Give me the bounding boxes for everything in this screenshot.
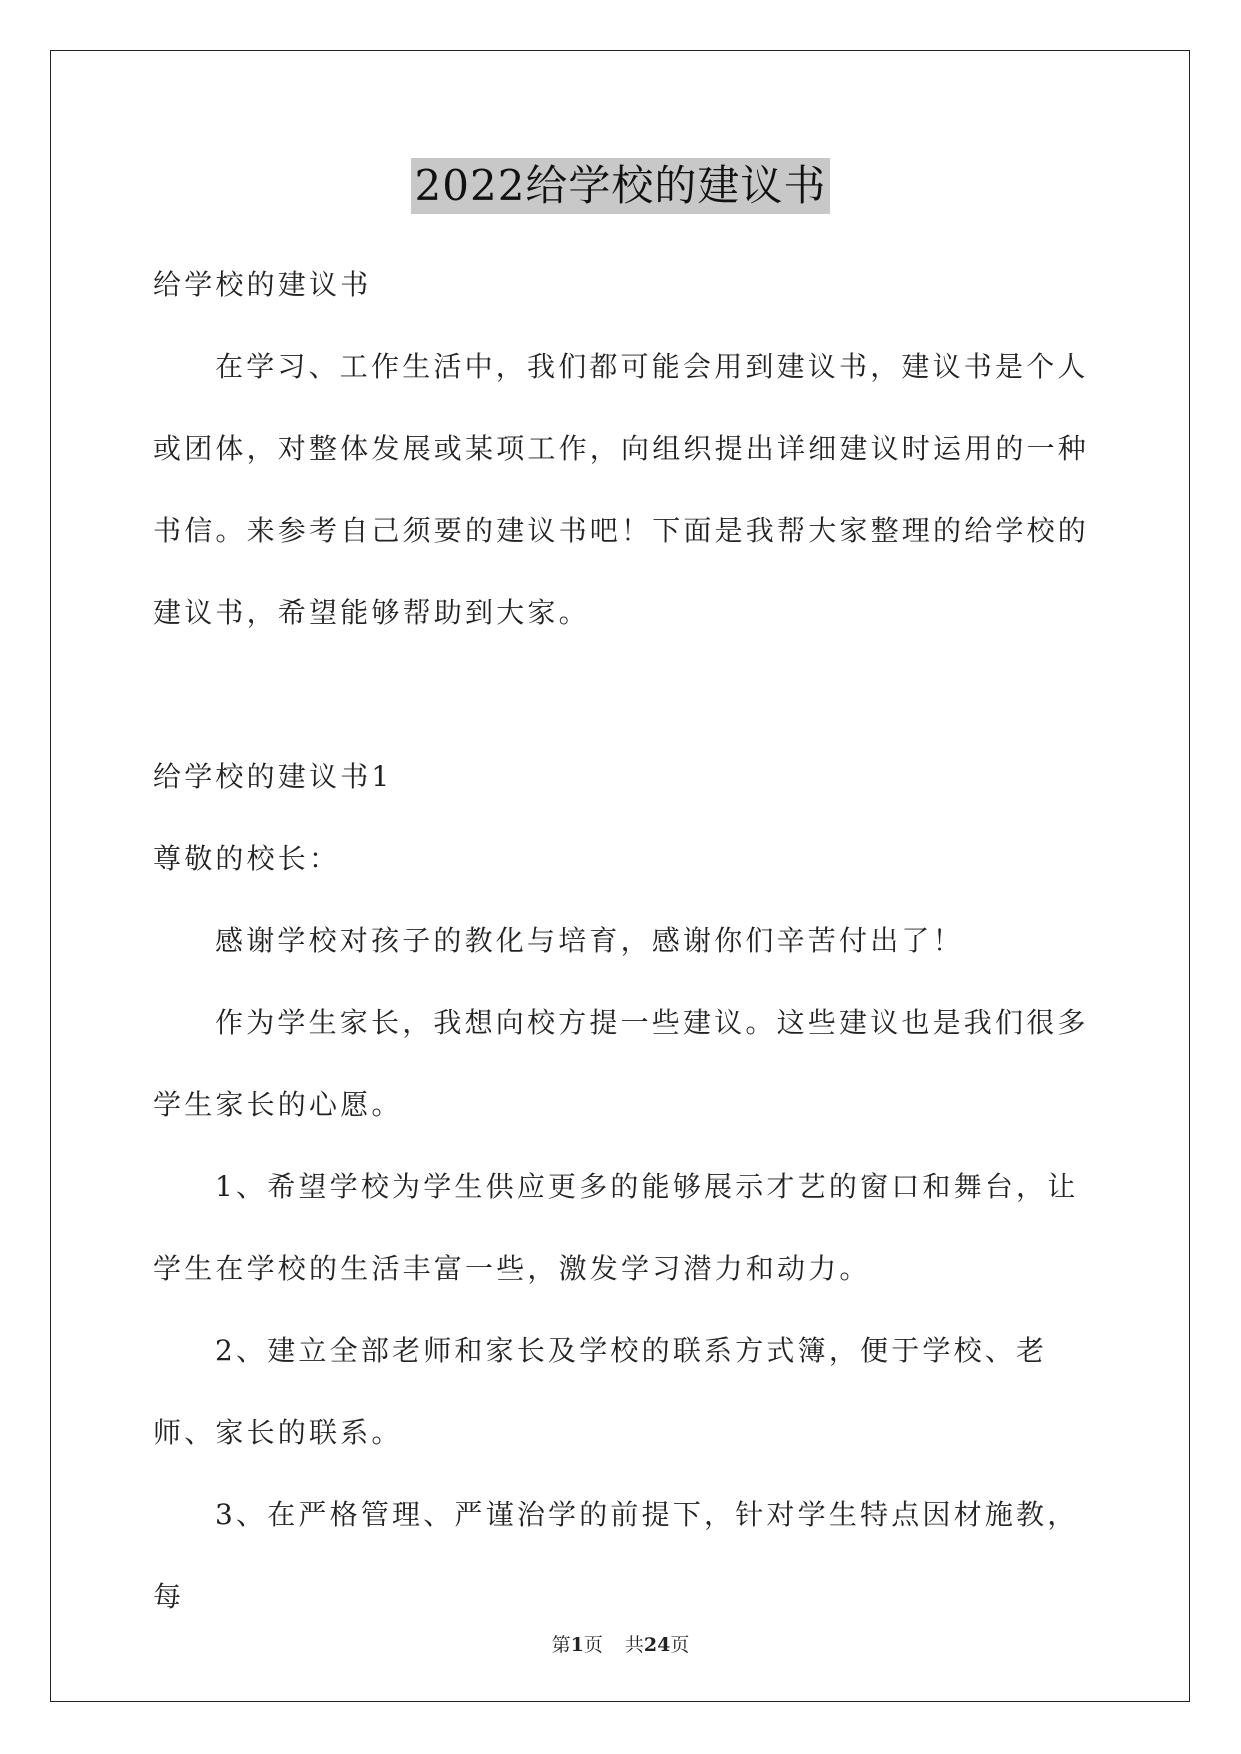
paragraph-gap xyxy=(153,654,1093,736)
letter-heading: 给学校的建议书1 xyxy=(153,760,393,793)
document-title: 2022给学校的建议书 xyxy=(411,158,831,214)
page-prefix: 第 xyxy=(551,1634,571,1656)
intro-paragraph: 在学习、工作生活中，我们都可能会用到建议书，建议书是个人或团体，对整体发展或某项工作，向组织提出详细建议时运用的一种书信。来参考自己须要的建议书吧！下面是我帮大家整理的给学校的建议书，希望能够帮助到大家。 xyxy=(153,350,1090,629)
total-prefix: 共 xyxy=(624,1634,644,1656)
suggestion-3: 3、在严格管理、严谨治学的前提下，针对学生特点因材施教，每 xyxy=(153,1498,1079,1613)
suggestion-2: 2、建立全部老师和家长及学校的联系方式簿，便于学校、老师、家长的联系。 xyxy=(153,1334,1048,1449)
title-container xyxy=(0,158,1241,214)
page-footer xyxy=(0,1630,1241,1657)
suggestion-1: 1、希望学校为学生供应更多的能够展示才艺的窗口和舞台，让学生在学校的生活丰富一些，激发学习潜力和动力。 xyxy=(153,1170,1079,1285)
salutation: 尊敬的校长： xyxy=(153,842,341,875)
section-heading: 给学校的建议书 xyxy=(153,268,372,301)
page-number: 1 xyxy=(570,1634,584,1656)
total-suffix: 页 xyxy=(670,1634,690,1656)
thanks-paragraph: 感谢学校对孩子的教化与培育，感谢你们辛苦付出了！ xyxy=(215,924,964,957)
page-suffix: 页 xyxy=(583,1634,603,1656)
document-body xyxy=(153,244,1093,1638)
total-pages: 24 xyxy=(643,1634,671,1656)
purpose-paragraph: 作为学生家长，我想向校方提一些建议。这些建议也是我们很多学生家长的心愿。 xyxy=(153,1006,1089,1121)
